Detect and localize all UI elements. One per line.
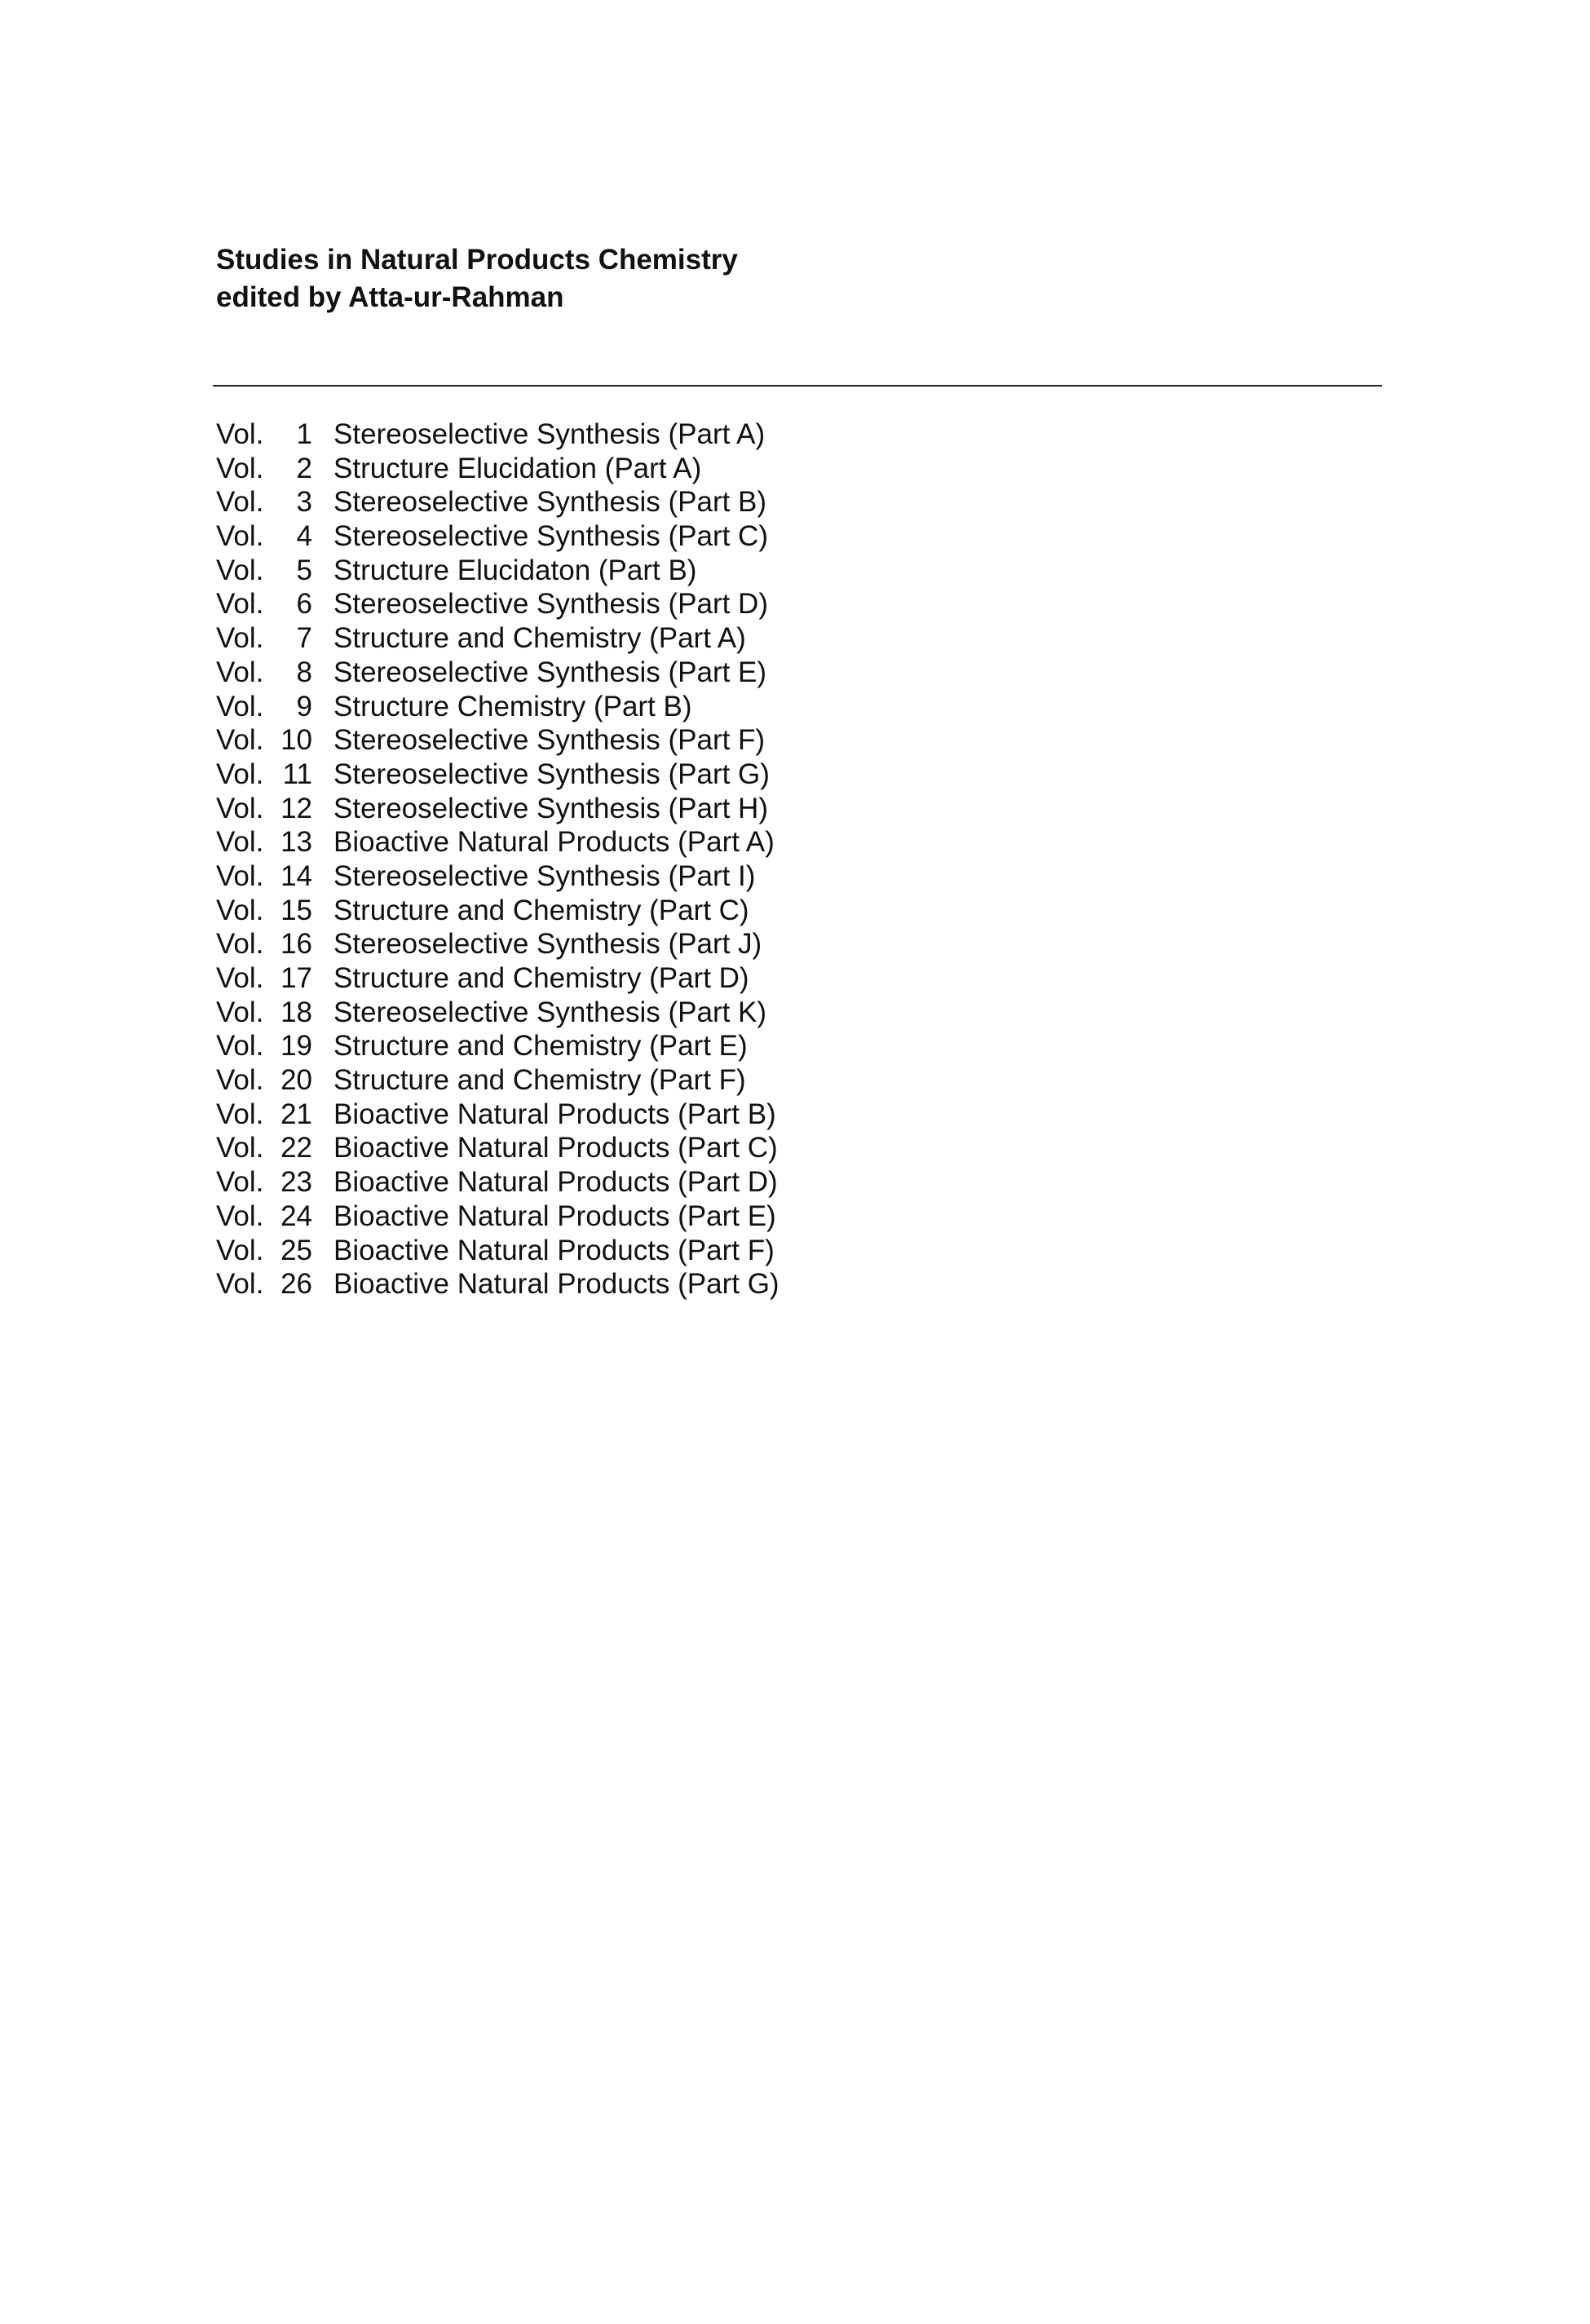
volume-title: Stereoselective Synthesis (Part D) (333, 588, 768, 621)
volume-title: Structure and Chemistry (Part E) (333, 1030, 748, 1063)
volume-item (216, 1063, 1195, 1098)
volume-item (216, 485, 1195, 519)
volume-title: Bioactive Natural Products (Part C) (333, 1132, 778, 1164)
volume-number: 24 (280, 1200, 312, 1232)
volume-item (216, 554, 1195, 588)
volume-label: Vol. (216, 520, 264, 553)
volume-label: Vol. (216, 894, 264, 926)
volume-title: Stereoselective Synthesis (Part C) (333, 520, 768, 553)
volume-label: Vol. (216, 554, 264, 586)
volume-label: Vol. (216, 859, 264, 892)
volume-number: 23 (280, 1166, 312, 1199)
volume-number: 18 (280, 996, 312, 1028)
volume-number: 19 (280, 1030, 312, 1063)
volume-label: Vol. (216, 1064, 264, 1097)
volume-label: Vol. (216, 1268, 264, 1301)
volume-number: 14 (280, 859, 312, 892)
volume-item (216, 519, 1195, 554)
volume-label: Vol. (216, 724, 264, 757)
volume-number: 22 (280, 1132, 312, 1164)
series-header (216, 241, 1195, 316)
volume-item (216, 418, 1195, 452)
series-title: Studies in Natural Products Chemistry (216, 244, 738, 276)
volume-title: Structure and Chemistry (Part C) (333, 894, 749, 926)
volume-title: Bioactive Natural Products (Part A) (333, 826, 775, 859)
volume-item (216, 758, 1195, 792)
series-editor: edited by Atta-ur-Rahman (216, 281, 564, 313)
volume-title: Bioactive Natural Products (Part E) (333, 1200, 776, 1232)
volume-title: Stereoselective Synthesis (Part I) (333, 859, 756, 892)
volume-label: Vol. (216, 826, 264, 859)
volume-number: 2 (296, 452, 312, 484)
volume-item (216, 996, 1195, 1030)
volume-label: Vol. (216, 486, 264, 519)
volume-item (216, 690, 1195, 724)
volume-number: 8 (296, 656, 312, 688)
volume-number: 6 (296, 588, 312, 621)
volume-label: Vol. (216, 1200, 264, 1232)
volume-title: Structure Elucidation (Part A) (333, 452, 702, 484)
volume-title: Stereoselective Synthesis (Part B) (333, 486, 767, 519)
volume-label: Vol. (216, 690, 264, 722)
volume-item (216, 1234, 1195, 1268)
volume-item (216, 587, 1195, 621)
volume-number: 11 (282, 758, 312, 790)
volume-number: 25 (280, 1234, 312, 1266)
volume-item (216, 1267, 1195, 1301)
volume-item (216, 1029, 1195, 1063)
volume-number: 9 (296, 690, 312, 722)
volume-number: 15 (280, 894, 312, 926)
volume-item (216, 792, 1195, 826)
volume-number: 1 (296, 418, 312, 450)
volume-number: 21 (280, 1098, 312, 1130)
volume-number: 16 (280, 928, 312, 961)
volume-item (216, 1200, 1195, 1234)
volume-number: 5 (296, 554, 312, 586)
volume-number: 20 (280, 1064, 312, 1097)
volume-title: Stereoselective Synthesis (Part J) (333, 928, 762, 961)
volume-label: Vol. (216, 1098, 264, 1130)
volume-item (216, 656, 1195, 690)
volume-item (216, 1098, 1195, 1132)
volume-number: 17 (280, 962, 312, 994)
volume-label: Vol. (216, 418, 264, 450)
volume-label: Vol. (216, 758, 264, 790)
volume-number: 12 (280, 792, 312, 824)
volume-label: Vol. (216, 452, 264, 484)
volume-list (216, 418, 1195, 1301)
volume-number: 10 (280, 724, 312, 757)
volume-label: Vol. (216, 1030, 264, 1063)
volume-label: Vol. (216, 588, 264, 621)
volume-item (216, 927, 1195, 961)
horizontal-rule (213, 385, 1382, 387)
volume-title: Stereoselective Synthesis (Part F) (333, 724, 766, 757)
volume-number: 3 (296, 486, 312, 519)
volume-item (216, 859, 1195, 894)
volume-label: Vol. (216, 656, 264, 688)
volume-label: Vol. (216, 1132, 264, 1164)
volume-item (216, 1131, 1195, 1165)
volume-title: Stereoselective Synthesis (Part A) (333, 418, 766, 450)
volume-title: Stereoselective Synthesis (Part H) (333, 792, 768, 824)
volume-title: Structure Chemistry (Part B) (333, 690, 692, 722)
volume-label: Vol. (216, 996, 264, 1028)
volume-title: Stereoselective Synthesis (Part E) (333, 656, 767, 688)
volume-title: Bioactive Natural Products (Part B) (333, 1098, 776, 1130)
volume-item (216, 452, 1195, 486)
volume-label: Vol. (216, 622, 264, 655)
volume-title: Bioactive Natural Products (Part D) (333, 1166, 778, 1199)
volume-item (216, 621, 1195, 656)
volume-title: Bioactive Natural Products (Part G) (333, 1268, 780, 1301)
volume-number: 7 (296, 622, 312, 655)
volume-title: Structure Elucidaton (Part B) (333, 554, 697, 586)
volume-item (216, 961, 1195, 996)
volume-number: 4 (296, 520, 312, 553)
volume-title: Structure and Chemistry (Part A) (333, 622, 746, 655)
volume-label: Vol. (216, 792, 264, 824)
volume-number: 26 (280, 1268, 312, 1301)
volume-title: Structure and Chemistry (Part F) (333, 1064, 746, 1097)
volume-title: Stereoselective Synthesis (Part K) (333, 996, 767, 1028)
volume-item (216, 1165, 1195, 1200)
volume-label: Vol. (216, 1234, 264, 1266)
volume-title: Structure and Chemistry (Part D) (333, 962, 749, 994)
volume-item (216, 894, 1195, 928)
volume-label: Vol. (216, 928, 264, 961)
volume-title: Bioactive Natural Products (Part F) (333, 1234, 775, 1266)
volume-label: Vol. (216, 1166, 264, 1199)
volume-item (216, 723, 1195, 758)
volume-item (216, 825, 1195, 859)
volume-number: 13 (280, 826, 312, 859)
volume-label: Vol. (216, 962, 264, 994)
volume-title: Stereoselective Synthesis (Part G) (333, 758, 770, 790)
